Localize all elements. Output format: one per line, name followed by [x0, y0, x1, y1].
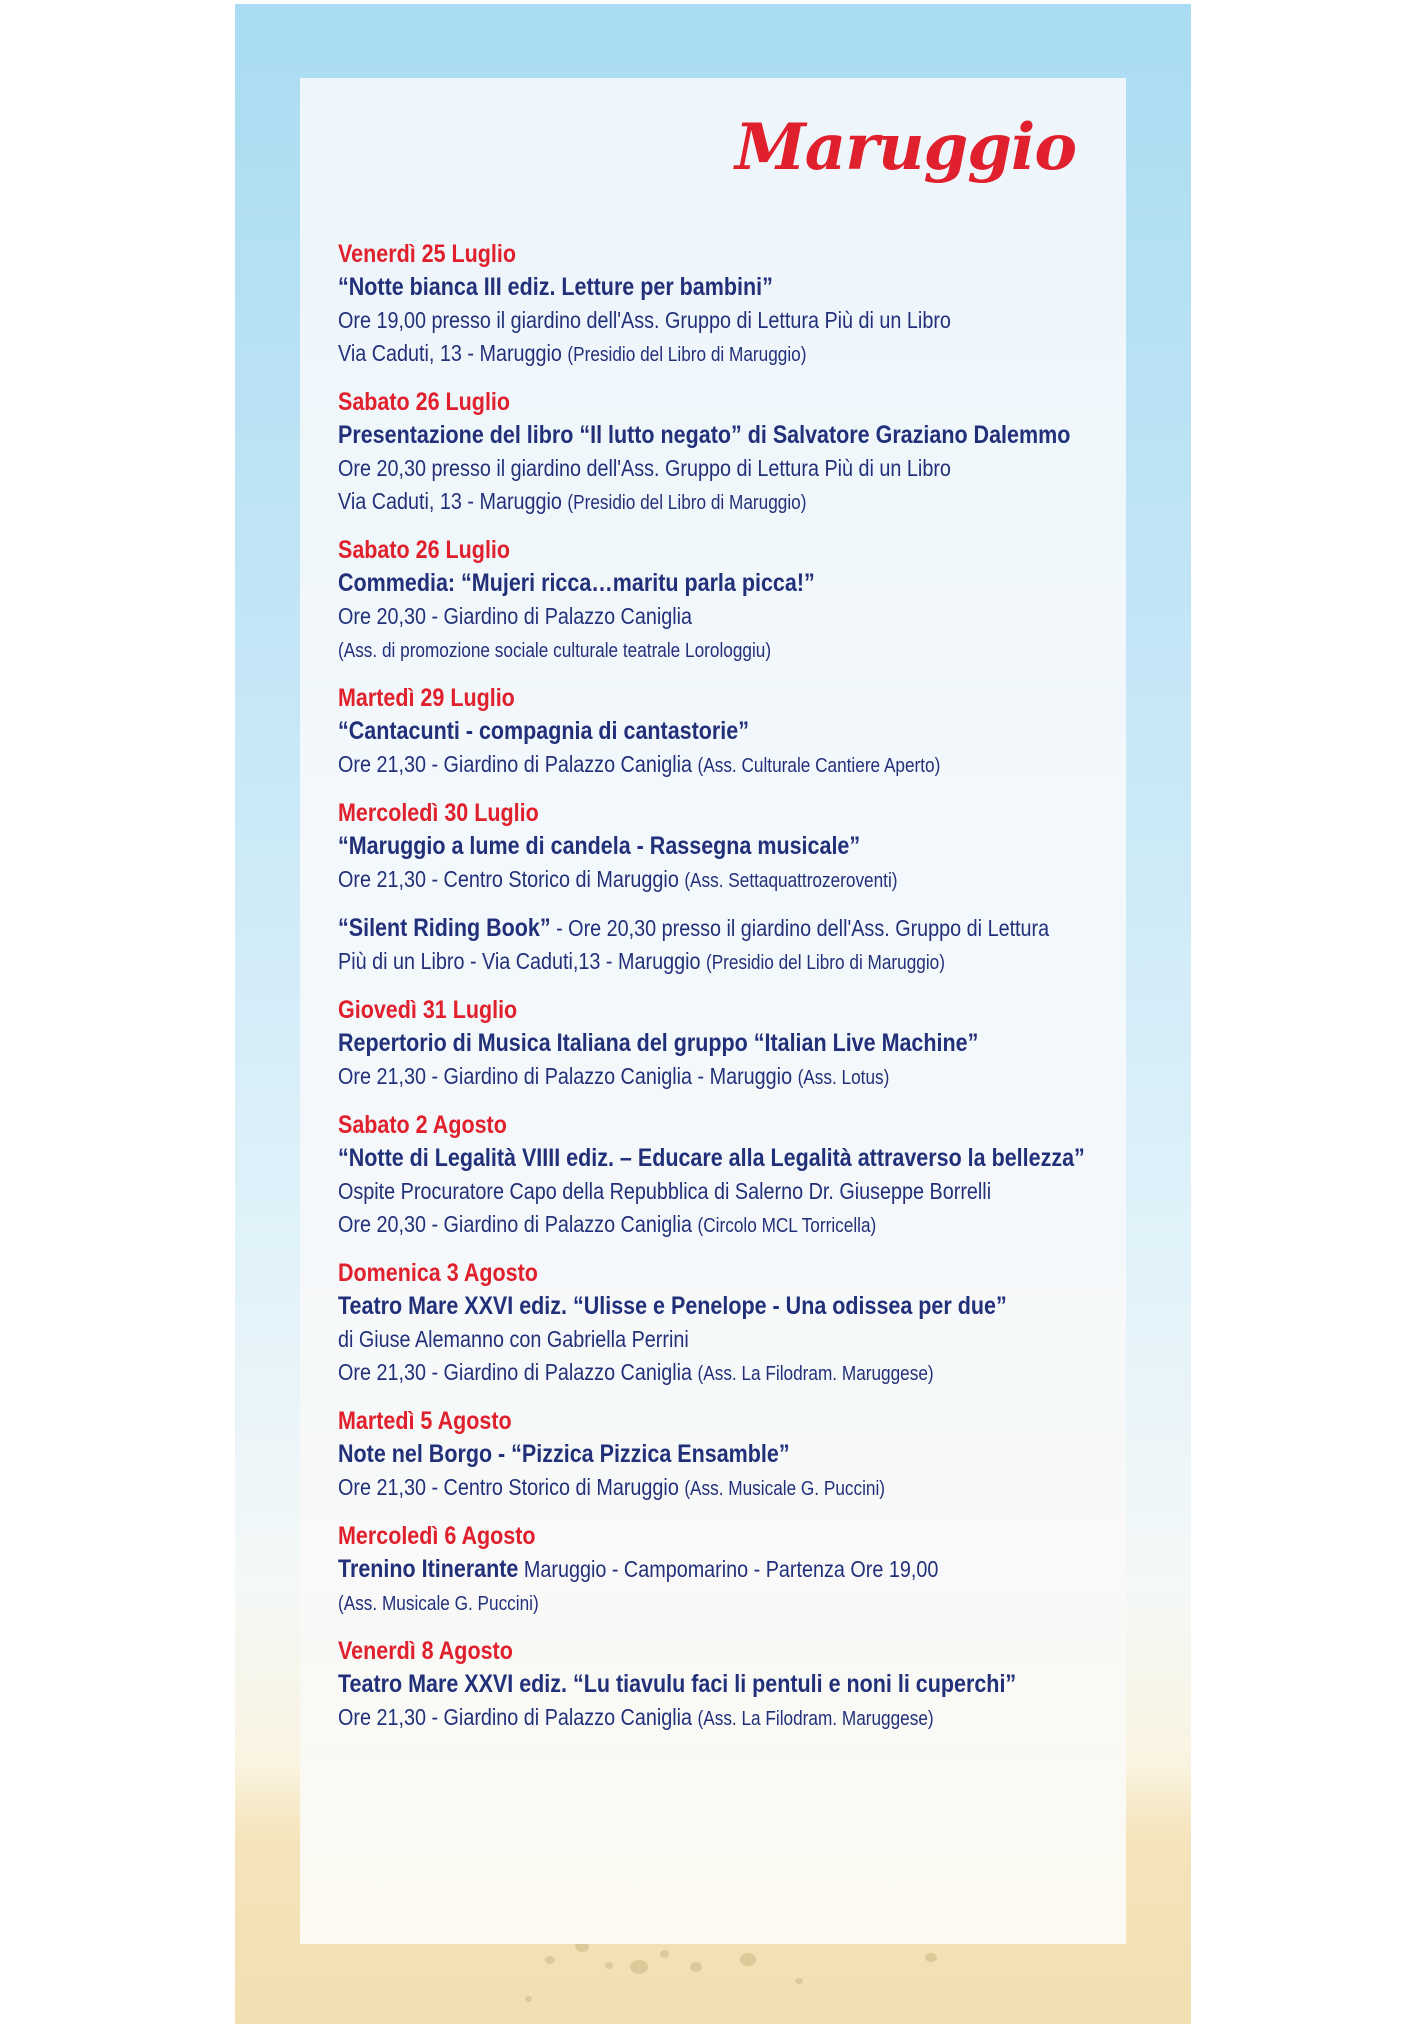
event-detail-text: Ore 20,30 - Giardino di Palazzo Caniglia — [338, 603, 693, 629]
event-organizer-note: (Circolo MCL Torricella) — [697, 1215, 877, 1237]
event-detail-text: Via Caduti, 13 - Maruggio — [338, 488, 562, 514]
event-detail-line — [338, 1586, 1121, 1621]
event-organizer-note: (Ass. Musicale G. Puccini) — [338, 1593, 539, 1615]
event-date: Mercoledì 6 Agosto — [338, 1522, 536, 1550]
event-item — [338, 1520, 1121, 1621]
event-inline-title: “Silent Riding Book” — [338, 914, 551, 942]
event-organizer-note: (Ass. La Filodram. Maruggese) — [697, 1363, 934, 1385]
event-detail-line — [338, 633, 1121, 668]
event-date: Mercoledì 30 Luglio — [338, 799, 539, 827]
event-detail-line — [338, 1175, 1121, 1208]
event-detail-line — [338, 1356, 1121, 1391]
event-inline-detail: - Ore 20,30 presso il giardino dell'Ass. Gruppo di Lettura — [550, 915, 1050, 941]
event-organizer-note: (Presidio del Libro di Maruggio) — [567, 344, 807, 366]
event-detail-text: Ore 21,30 - Centro Storico di Maruggio — [338, 866, 679, 892]
event-detail-line — [338, 337, 1121, 372]
event-inline-detail: Maruggio - Campomarino - Partenza Ore 19,00 — [518, 1556, 939, 1582]
event-organizer-note: (Ass. Culturale Cantiere Aperto) — [697, 755, 941, 777]
event-detail-text: Ore 21,30 - Giardino di Palazzo Caniglia — [338, 751, 693, 777]
event-date: Sabato 26 Luglio — [338, 388, 511, 416]
event-detail-line — [338, 452, 1121, 485]
event-inline-title: Trenino Itinerante — [338, 1555, 519, 1583]
event-organizer-note: (Presidio del Libro di Maruggio) — [705, 952, 945, 974]
event-detail-text: Ore 21,30 - Giardino di Palazzo Caniglia - Maruggio — [338, 1063, 793, 1089]
page-title: Maruggio — [734, 110, 1076, 185]
event-item — [338, 238, 1121, 372]
event-item — [338, 797, 1121, 898]
event-detail-line — [338, 1701, 1121, 1736]
event-headline: Teatro Mare XXVI ediz. “Lu tiavulu faci li pentuli e noni li cuperchi” — [338, 1670, 1017, 1698]
event-headline: Repertorio di Musica Italiana del gruppo “Italian Live Machine” — [338, 1029, 979, 1057]
event-item — [338, 534, 1121, 668]
event-detail-line — [338, 600, 1121, 633]
event-item — [338, 386, 1121, 520]
event-detail-text: Ore 21,30 - Giardino di Palazzo Caniglia — [338, 1359, 693, 1385]
event-headline: Presentazione del libro “Il lutto negato” di Salvatore Graziano Dalemmo — [338, 421, 1071, 449]
event-item — [338, 1635, 1121, 1736]
event-detail-line — [338, 485, 1121, 520]
event-detail-text: Ore 20,30 presso il giardino dell'Ass. Gruppo di Lettura Più di un Libro — [338, 455, 951, 481]
event-detail-text: Via Caduti, 13 - Maruggio — [338, 340, 562, 366]
event-detail-line — [338, 863, 1121, 898]
event-detail-line — [338, 945, 1121, 980]
event-detail-text: Ospite Procuratore Capo della Repubblica di Salerno Dr. Giuseppe Borrelli — [338, 1178, 992, 1204]
events-list — [338, 238, 1121, 1750]
event-headline: Teatro Mare XXVI ediz. “Ulisse e Penelope - Una odissea per due” — [338, 1292, 1007, 1320]
event-detail-line — [338, 748, 1121, 783]
event-organizer-note: (Presidio del Libro di Maruggio) — [567, 492, 807, 514]
event-item — [338, 994, 1121, 1095]
event-detail-text: Ore 19,00 presso il giardino dell'Ass. Gruppo di Lettura Più di un Libro — [338, 307, 951, 333]
event-detail-text: Ore 21,30 - Giardino di Palazzo Caniglia — [338, 1704, 693, 1730]
event-organizer-note: (Ass. Musicale G. Puccini) — [684, 1478, 886, 1500]
event-organizer-note: (Ass. Settaquattrozeroventi) — [684, 870, 898, 892]
event-date: Martedì 5 Agosto — [338, 1407, 512, 1435]
event-detail-text: Ore 21,30 - Centro Storico di Maruggio — [338, 1474, 679, 1500]
event-organizer-note: (Ass. di promozione sociale culturale teatrale Lorologgiu) — [338, 640, 772, 662]
event-detail-line — [338, 1471, 1121, 1506]
event-headline: “Cantacunti - compagnia di cantastorie” — [338, 717, 749, 745]
event-detail-text: di Giuse Alemanno con Gabriella Perrini — [338, 1326, 689, 1352]
event-inline-line — [338, 1553, 1121, 1586]
event-detail-line — [338, 1060, 1121, 1095]
event-detail-text: Ore 20,30 - Giardino di Palazzo Caniglia — [338, 1211, 693, 1237]
event-inline-line — [338, 912, 1121, 945]
event-headline: “Notte di Legalità VIIII ediz. – Educare alla Legalità attraverso la bellezza” — [338, 1144, 1085, 1172]
event-headline: Note nel Borgo - “Pizzica Pizzica Ensamble” — [338, 1440, 790, 1468]
event-item — [338, 1257, 1121, 1391]
event-item — [338, 682, 1121, 783]
event-organizer-note: (Ass. La Filodram. Maruggese) — [697, 1708, 934, 1730]
event-date: Sabato 2 Agosto — [338, 1111, 507, 1139]
event-headline: “Maruggio a lume di candela - Rassegna musicale” — [338, 832, 861, 860]
event-date: Sabato 26 Luglio — [338, 536, 511, 564]
event-item — [338, 1405, 1121, 1506]
event-detail-line — [338, 304, 1121, 337]
event-date: Venerdì 25 Luglio — [338, 240, 517, 268]
poster-background — [235, 4, 1191, 2024]
event-detail-line — [338, 1208, 1121, 1243]
event-headline: Commedia: “Mujeri ricca…maritu parla picca!” — [338, 569, 815, 597]
event-item — [338, 1109, 1121, 1243]
event-date: Domenica 3 Agosto — [338, 1259, 538, 1287]
event-organizer-note: (Ass. Lotus) — [797, 1067, 890, 1089]
event-date: Martedì 29 Luglio — [338, 684, 515, 712]
event-item — [338, 912, 1121, 980]
event-detail-text: Più di un Libro - Via Caduti,13 - Maruggio — [338, 948, 701, 974]
event-date: Giovedì 31 Luglio — [338, 996, 518, 1024]
event-detail-line — [338, 1323, 1121, 1356]
schedule-panel — [300, 78, 1126, 1944]
event-date: Venerdì 8 Agosto — [338, 1637, 513, 1665]
event-headline: “Notte bianca III ediz. Letture per bambini” — [338, 273, 773, 301]
